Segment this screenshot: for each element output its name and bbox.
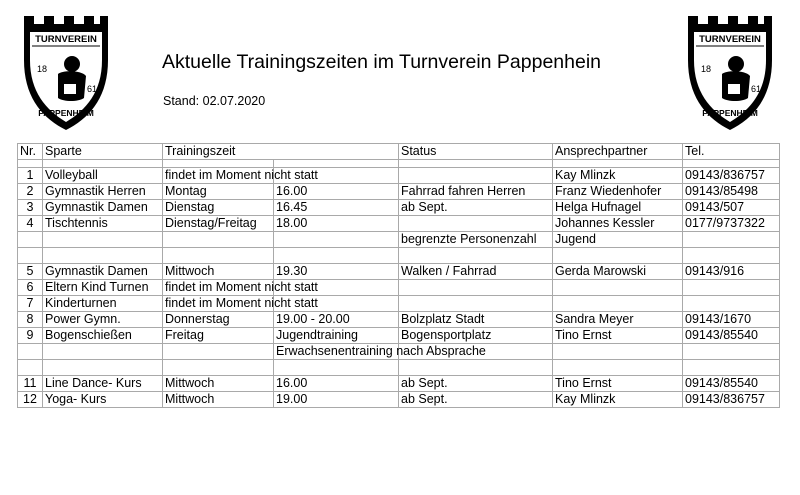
cell-nr [18,344,43,360]
cell-status: ab Sept. [399,376,553,392]
cell-tel [683,280,780,296]
table-row [18,184,780,200]
cell-sparte: Bogenschießen [43,328,163,344]
cell-sparte: Yoga- Kurs [43,392,163,408]
table-row [18,296,780,312]
cell-nr: 3 [18,200,43,216]
cell-kontakt: Kay Mlinzk [553,168,683,184]
table-row [18,264,780,280]
cell-sparte: Gymnastik Damen [43,200,163,216]
cell-kontakt [553,296,683,312]
cell-nr: 5 [18,264,43,280]
cell-kontakt: Johannes Kessler [553,216,683,232]
cell-nr: 8 [18,312,43,328]
cell-sparte: Gymnastik Herren [43,184,163,200]
club-logo-right [684,12,776,134]
cell-nr: 9 [18,328,43,344]
table-row [18,216,780,232]
empty-row [18,248,780,264]
table-header-row [18,144,780,160]
cell-tel [683,296,780,312]
cell-nr: 4 [18,216,43,232]
club-logo-left [20,12,112,134]
cell-kontakt: Sandra Meyer [553,312,683,328]
cell-status [399,168,553,184]
cell-sparte: Line Dance- Kurs [43,376,163,392]
header-nr: Nr. [18,144,43,160]
table-row [18,232,780,248]
cell-tel [683,232,780,248]
cell-zeit: 19.30 [274,264,399,280]
cell-zeit: Erwachsenentraining nach Absprache [274,344,399,360]
cell-tel: 09143/836757 [683,392,780,408]
cell-tag: Mittwoch [163,264,274,280]
cell-zeit [274,232,399,248]
table-row [18,376,780,392]
header-trainingszeit: Trainingszeit [163,144,399,160]
cell-status: Bogensportplatz [399,328,553,344]
logo-club-text: TURNVEREIN [35,34,97,45]
cell-kontakt: Tino Ernst [553,328,683,344]
cell-tel: 09143/85540 [683,328,780,344]
stand-date: Stand: 02.07.2020 [163,94,266,108]
cell-tag: findet im Moment nicht statt [163,168,274,184]
cell-zeit: 18.00 [274,216,399,232]
cell-tag [163,232,274,248]
logo-town-text: PAPPENHEIM [702,108,758,118]
cell-zeit: Jugendtraining [274,328,399,344]
cell-tag: Dienstag [163,200,274,216]
logo-town-text: PAPPENHEIM [38,108,94,118]
cell-zeit: 19.00 - 20.00 [274,312,399,328]
cell-status: Bolzplatz Stadt [399,312,553,328]
cell-tel [683,344,780,360]
cell-zeit: 16.00 [274,376,399,392]
empty-row [18,360,780,376]
cell-kontakt: Helga Hufnagel [553,200,683,216]
cell-tel: 09143/836757 [683,168,780,184]
cell-status [399,296,553,312]
cell-kontakt: Franz Wiedenhofer [553,184,683,200]
table-row [18,312,780,328]
logo-year-right: 61 [750,84,762,94]
cell-tel: 09143/85498 [683,184,780,200]
cell-nr [18,232,43,248]
cell-kontakt [553,280,683,296]
cell-sparte: Volleyball [43,168,163,184]
cell-kontakt: Kay Mlinzk [553,392,683,408]
cell-sparte: Power Gymn. [43,312,163,328]
header-tel: Tel. [683,144,780,160]
cell-tag: Dienstag/Freitag [163,216,274,232]
logo-figure-head-icon [64,56,80,72]
table-row [18,328,780,344]
header-ansprechpartner: Ansprechpartner [553,144,683,160]
cell-sparte: Tischtennis [43,216,163,232]
cell-nr: 11 [18,376,43,392]
cell-tag: Donnerstag [163,312,274,328]
cell-tel: 09143/1670 [683,312,780,328]
cell-tag: findet im Moment nicht statt [163,280,274,296]
schedule-table [17,143,780,408]
cell-tel: 09143/85540 [683,376,780,392]
cell-status [399,216,553,232]
cell-tel: 09143/916 [683,264,780,280]
cell-nr: 7 [18,296,43,312]
cell-status: Fahrrad fahren Herren [399,184,553,200]
cell-kontakt: Tino Ernst [553,376,683,392]
cell-zeit: 19.00 [274,392,399,408]
page-title: Aktuelle Trainingszeiten im Turnverein Pappenhein [162,51,602,73]
cell-sparte [43,232,163,248]
logo-year-left: 18 [36,64,48,74]
cell-status: ab Sept. [399,392,553,408]
spacer-row [18,160,780,168]
table-row [18,200,780,216]
cell-status: begrenzte Personenzahl [399,232,553,248]
cell-kontakt: Jugend [553,232,683,248]
cell-zeit: 16.45 [274,200,399,216]
table-row [18,344,780,360]
cell-nr: 1 [18,168,43,184]
cell-tel: 09143/507 [683,200,780,216]
header-sparte: Sparte [43,144,163,160]
logo-year-right: 61 [86,84,98,94]
table-row [18,392,780,408]
cell-status: Walken / Fahrrad [399,264,553,280]
cell-kontakt [553,344,683,360]
logo-year-left: 18 [700,64,712,74]
table-row [18,280,780,296]
cell-zeit: 16.00 [274,184,399,200]
cell-status [399,280,553,296]
cell-tag [163,344,274,360]
cell-nr: 6 [18,280,43,296]
cell-tag: Montag [163,184,274,200]
cell-sparte [43,344,163,360]
header-status: Status [399,144,553,160]
cell-status: ab Sept. [399,200,553,216]
table-row [18,168,780,184]
logo-figure-head-icon [728,56,744,72]
cell-kontakt: Gerda Marowski [553,264,683,280]
cell-tag: Freitag [163,328,274,344]
cell-sparte: Eltern Kind Turnen [43,280,163,296]
cell-tag: Mittwoch [163,376,274,392]
cell-tag: findet im Moment nicht statt [163,296,274,312]
cell-nr: 12 [18,392,43,408]
cell-nr: 2 [18,184,43,200]
cell-tel: 0177/9737322 [683,216,780,232]
logo-club-text: TURNVEREIN [699,34,761,45]
cell-tag: Mittwoch [163,392,274,408]
cell-sparte: Gymnastik Damen [43,264,163,280]
cell-sparte: Kinderturnen [43,296,163,312]
